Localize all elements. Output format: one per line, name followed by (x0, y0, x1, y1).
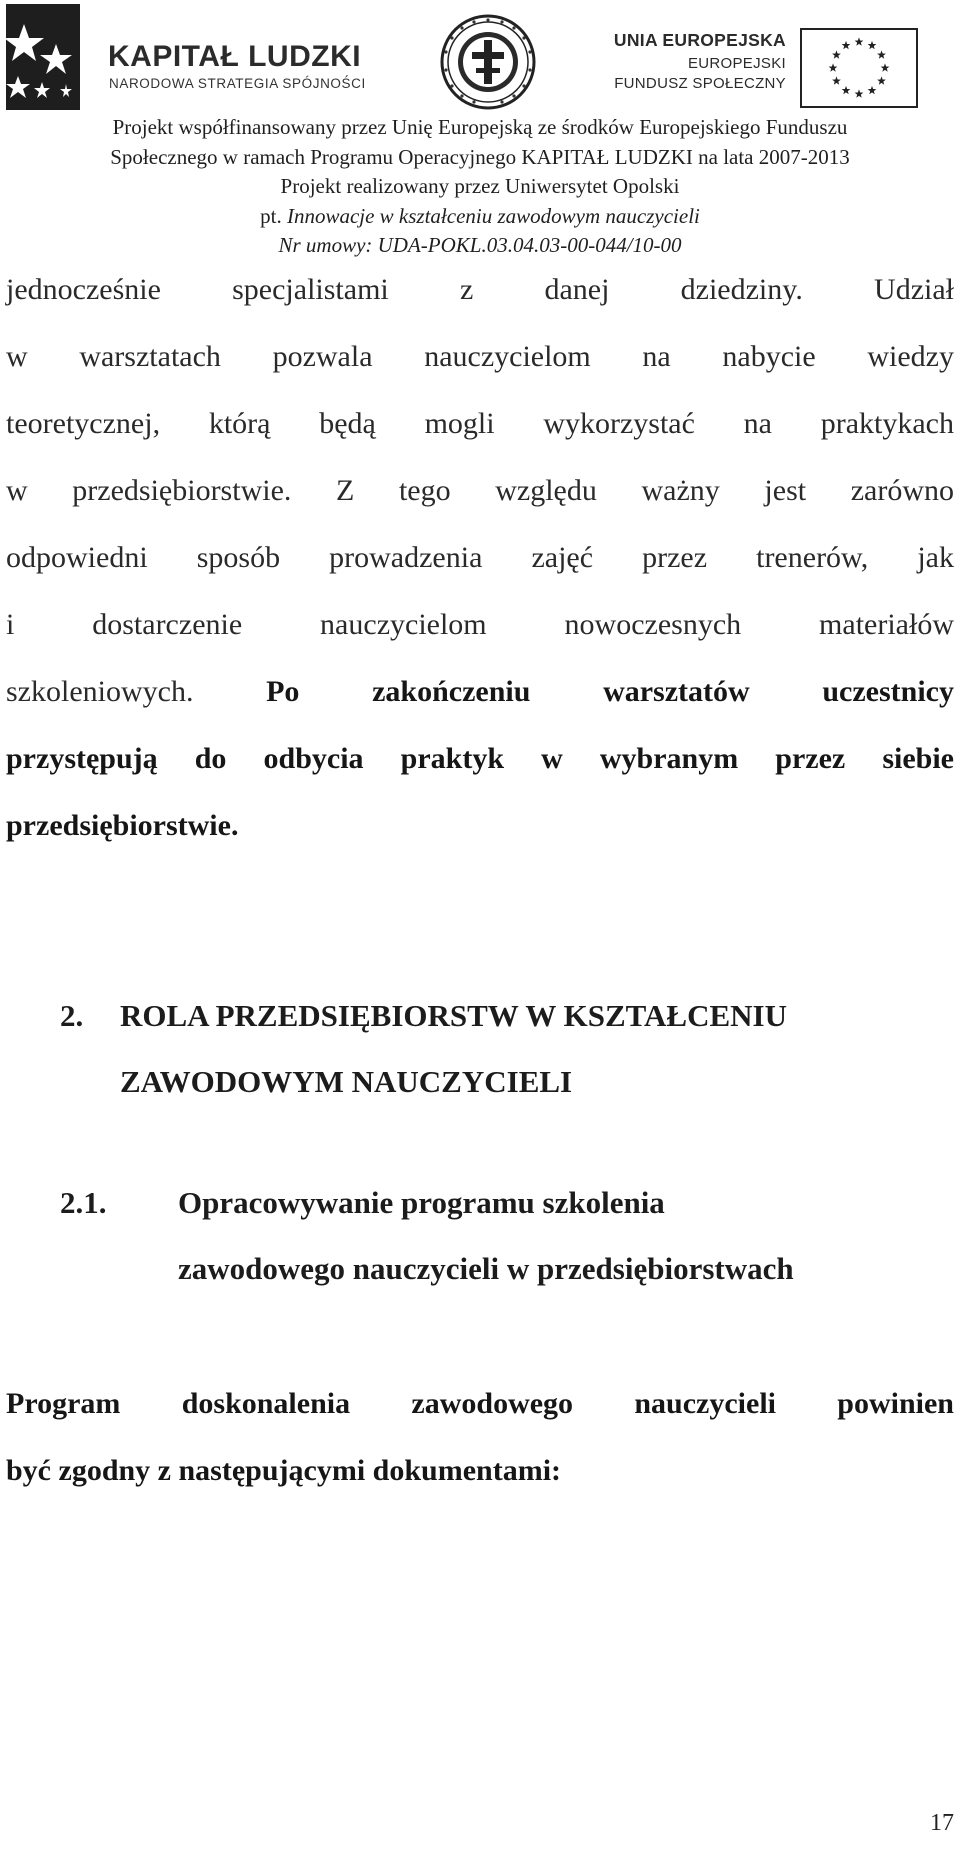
paragraph-1-line (6, 658, 954, 725)
paragraph-1-line: jednocześnie specjalistami z danej dziedziny. Udział (6, 273, 954, 306)
project-info (0, 113, 960, 261)
paragraph-1-line7-normal: szkoleniowych. (6, 675, 267, 708)
paragraph-1 (6, 256, 954, 859)
paragraph-1-line7-bold: Po zakończeniu warsztatów uczestnicy (266, 675, 954, 708)
project-info-line4-prefix: pt. (260, 203, 282, 228)
project-info-line2: Społecznego w ramach Programu Operacyjnego KAPITAŁ LUDZKI na lata 2007-2013 (110, 144, 850, 169)
project-info-line4 (0, 202, 960, 232)
paragraph-1-line8: przystępują do odbycia praktyk w wybranym przez siebie (6, 742, 954, 775)
section-2-title-line2: ZAWODOWYM NAUCZYCIELI (120, 1064, 573, 1099)
kapital-ludzki-logo (6, 4, 80, 110)
section-2-number: 2. (60, 998, 84, 1033)
section-2-1-number: 2.1. (60, 1185, 107, 1220)
section-2-1-title-line1: Opracowywanie programu szkolenia (178, 1185, 665, 1220)
header-logo-bar (0, 0, 960, 118)
paragraph-1-line9: przedsiębiorstwie. (6, 809, 239, 842)
kapital-ludzki-subtitle: NARODOWA STRATEGIA SPÓJNOŚCI (109, 76, 366, 91)
paragraph-2-line2: być zgodny z następującymi dokumentami: (6, 1454, 562, 1487)
paragraph-1-line: w przedsiębiorstwie. Z tego względu ważny jest zarówno (6, 474, 954, 507)
eu-line1: UNIA EUROPEJSKA (613, 30, 786, 50)
university-seal-icon (440, 14, 536, 110)
paragraph-2 (6, 1370, 954, 1504)
project-info-contract-number: Nr umowy: UDA-POKL.03.04.03-00-044/10-00 (278, 233, 682, 257)
paragraph-1-line: w warsztatach pozwala nauczycielom na nabycie wiedzy (6, 340, 954, 373)
paragraph-1-line: odpowiedni sposób prowadzenia zajęć przez trenerów, jak (6, 541, 954, 574)
paragraph-1-line: i dostarczenie nauczycielom nowoczesnych materiałów (6, 608, 954, 641)
kapital-ludzki-title: KAPITAŁ LUDZKI (108, 40, 362, 73)
eu-line2: EUROPEJSKI (687, 55, 786, 72)
project-info-line1: Projekt współfinansowany przez Unię Europejską ze środków Europejskiego Funduszu (112, 115, 848, 139)
paragraph-2-line1: Program doskonalenia zawodowego nauczycieli powinien (6, 1387, 954, 1420)
page-number: 17 (930, 1810, 954, 1836)
project-info-line4-title: Innowacje w kształceniu zawodowym nauczycieli (281, 203, 700, 228)
section-2-title-line1: ROLA PRZEDSIĘBIORSTW W KSZTAŁCENIU (120, 998, 787, 1033)
section-2-1-title-line2: zawodowego nauczycieli w przedsiębiorstwach (178, 1251, 794, 1286)
project-info-line3: Projekt realizowany przez Uniwersytet Opolski (280, 174, 680, 198)
paragraph-1-line: teoretycznej, którą będą mogli wykorzystać na praktykach (6, 407, 954, 440)
eu-flag-icon (800, 28, 918, 108)
eu-text-block (600, 30, 786, 92)
eu-line3: FUNDUSZ SPOŁECZNY (614, 75, 786, 92)
